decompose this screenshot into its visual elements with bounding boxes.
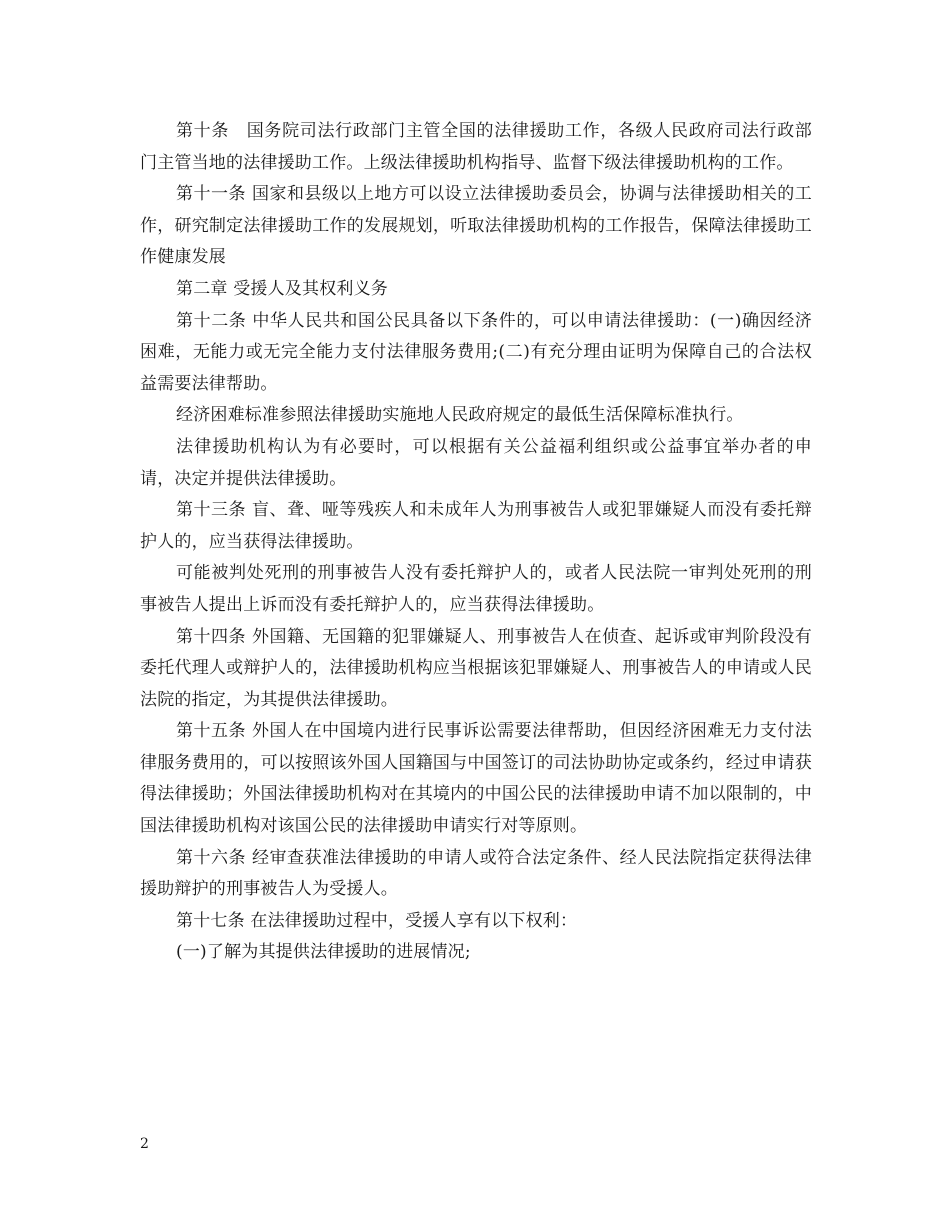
page-number: 2 (140, 1136, 149, 1152)
paragraph-article-13: 第十三条 盲、聋、哑等残疾人和未成年人为刑事被告人或犯罪嫌疑人而没有委托辩护人的，应当获得法律援助。 (140, 500, 812, 552)
paragraph-article-10: 第十条 国务院司法行政部门主管全国的法律援助工作，各级人民政府司法行政部门主管当地的法律援助工作。上级法律援助机构指导、监督下级法律援助机构的工作。 (140, 121, 812, 173)
paragraph-article-16: 第十六条 经审查获准法律援助的申请人或符合法定条件、经人民法院指定获得法律援助辩护的刑事被告人为受援人。 (140, 847, 812, 900)
paragraph-death-penalty: 可能被判处死刑的刑事被告人没有委托辩护人的，或者人民法院一审判处死刑的刑事被告人提出上诉而没有委托辩护人的，应当获得法律援助。 (140, 563, 812, 615)
paragraph-article-15: 第十五条 外国人在中国境内进行民事诉讼需要法律帮助，但因经济困难无力支付法律服务费用的，可以按照该外国人国籍国与中国签订的司法协助协定或条约，经过申请获得法律援助；外国法律援助机构对在其境内的中国公民的法律援助申请不加以限制的，中国法律援助机构对该国公民的法律援助申请实行对等原则。 (140, 721, 812, 837)
paragraph-hardship-standard: 经济困难标准参照法律援助实施地人民政府规定的最低生活保障标准执行。 (176, 405, 744, 426)
paragraph-right-1: (一)了解为其提供法律援助的进展情况; (176, 942, 471, 963)
paragraph-article-12: 第十二条 中华人民共和国公民具备以下条件的，可以申请法律援助：(一)确因经济困难，无能力或无完全能力支付法律服务费用;(二)有充分理由证明为保障自己的合法权益需要法律帮助。 (140, 310, 812, 394)
chapter-heading: 第二章 受援人及其权利义务 (176, 278, 389, 299)
paragraph-article-14: 第十四条 外国籍、无国籍的犯罪嫌疑人、刑事被告人在侦查、起诉或审判阶段没有委托代理人或辩护人的，法律援助机构应当根据该犯罪嫌疑人、刑事被告人的申请或人民法院的指定，为其提供法律援助。 (140, 626, 812, 710)
document-body (140, 116, 812, 969)
paragraph-article-17: 第十七条 在法律援助过程中，受援人享有以下权利： (176, 910, 578, 931)
paragraph-discretionary-aid: 法律援助机构认为有必要时，可以根据有关公益福利组织或公益事宜举办者的申请，决定并提供法律援助。 (140, 436, 812, 489)
paragraph-article-11: 第十一条 国家和县级以上地方可以设立法律援助委员会，协调与法律援助相关的工作，研究制定法律援助工作的发展规划，听取法律援助机构的工作报告，保障法律援助工作健康发展 (140, 184, 812, 268)
